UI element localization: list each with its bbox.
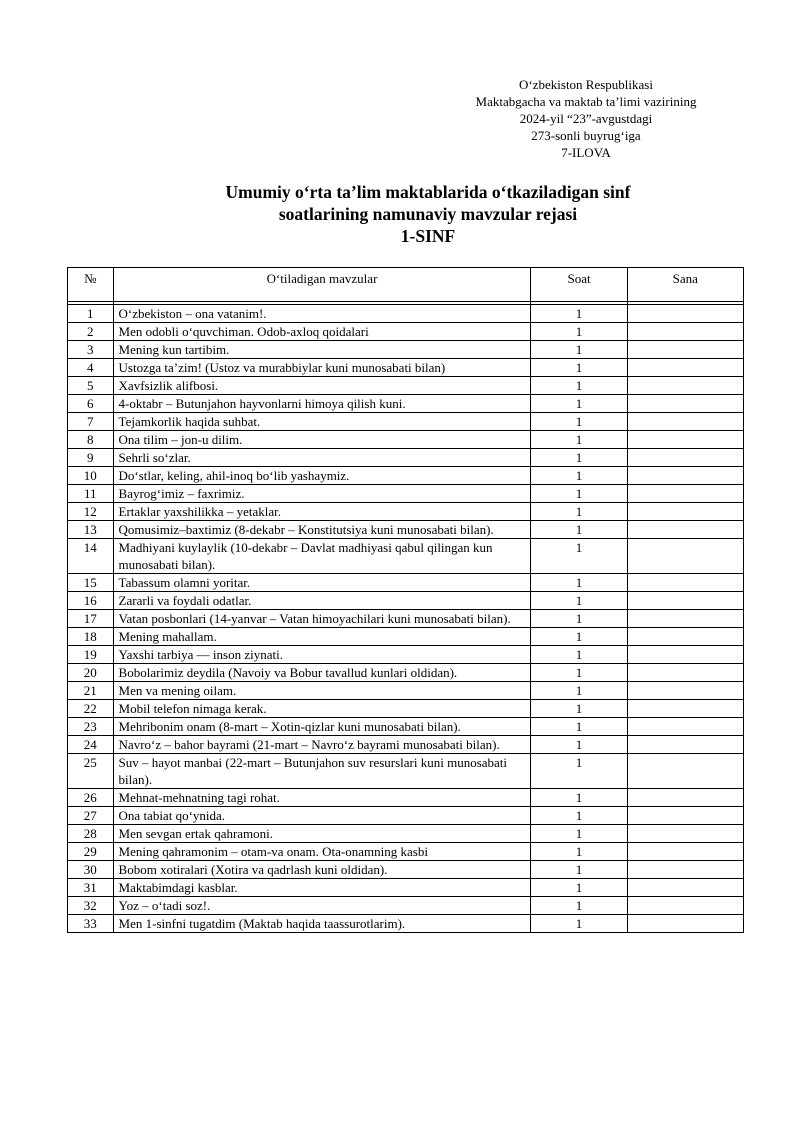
header-date: Sana bbox=[627, 268, 743, 302]
row-topic: Ona tabiat qo‘ynida. bbox=[113, 807, 531, 825]
row-number: 19 bbox=[68, 646, 114, 664]
row-number: 20 bbox=[68, 664, 114, 682]
row-date bbox=[627, 449, 743, 467]
table-row bbox=[68, 915, 744, 933]
row-topic: Xavfsizlik alifbosi. bbox=[113, 377, 531, 395]
row-date bbox=[627, 825, 743, 843]
row-hours: 1 bbox=[531, 646, 627, 664]
row-hours: 1 bbox=[531, 843, 627, 861]
table-row bbox=[68, 467, 744, 485]
row-date bbox=[627, 377, 743, 395]
row-hours: 1 bbox=[531, 521, 627, 539]
row-date bbox=[627, 359, 743, 377]
row-topic: Bobolarimiz deydila (Navoiy va Bobur tavallud kunlari oldidan). bbox=[113, 664, 531, 682]
table-row bbox=[68, 789, 744, 807]
row-topic: Men odobli o‘quvchiman. Odob-axloq qoidalari bbox=[113, 323, 531, 341]
row-date bbox=[627, 646, 743, 664]
row-hours: 1 bbox=[531, 413, 627, 431]
row-date bbox=[627, 503, 743, 521]
row-number: 23 bbox=[68, 718, 114, 736]
row-topic: Bobom xotiralari (Xotira va qadrlash kuni oldidan). bbox=[113, 861, 531, 879]
table-row bbox=[68, 754, 744, 789]
row-topic: Ustozga ta’zim! (Ustoz va murabbiylar kuni munosabati bilan) bbox=[113, 359, 531, 377]
row-number: 11 bbox=[68, 485, 114, 503]
row-date bbox=[627, 664, 743, 682]
row-topic: Bayrog‘imiz – faxrimiz. bbox=[113, 485, 531, 503]
table-row bbox=[68, 646, 744, 664]
table-row bbox=[68, 897, 744, 915]
row-number: 2 bbox=[68, 323, 114, 341]
table-header-row bbox=[68, 268, 744, 302]
table-row bbox=[68, 323, 744, 341]
approval-line: O‘zbekiston Respublikasi bbox=[519, 77, 653, 92]
row-date bbox=[627, 861, 743, 879]
row-hours: 1 bbox=[531, 359, 627, 377]
row-date bbox=[627, 341, 743, 359]
row-date bbox=[627, 413, 743, 431]
row-date bbox=[627, 897, 743, 915]
header-hours: Soat bbox=[531, 268, 627, 302]
row-topic: Do‘stlar, keling, ahil-inoq bo‘lib yashaymiz. bbox=[113, 467, 531, 485]
row-date bbox=[627, 736, 743, 754]
row-hours: 1 bbox=[531, 431, 627, 449]
row-number: 32 bbox=[68, 897, 114, 915]
row-topic: O‘zbekiston – ona vatanim!. bbox=[113, 305, 531, 323]
row-date bbox=[627, 323, 743, 341]
row-hours: 1 bbox=[531, 879, 627, 897]
row-hours: 1 bbox=[531, 664, 627, 682]
table-row bbox=[68, 395, 744, 413]
row-topic: Mobil telefon nimaga kerak. bbox=[113, 700, 531, 718]
table-row bbox=[68, 413, 744, 431]
table-row bbox=[68, 736, 744, 754]
row-hours: 1 bbox=[531, 825, 627, 843]
approval-line: 2024-yil “23”-avgustdagi bbox=[519, 111, 653, 126]
row-topic: Tejamkorlik haqida suhbat. bbox=[113, 413, 531, 431]
row-number: 28 bbox=[68, 825, 114, 843]
row-hours: 1 bbox=[531, 861, 627, 879]
row-topic: Yaxshi tarbiya — inson ziynati. bbox=[113, 646, 531, 664]
table-row bbox=[68, 825, 744, 843]
approval-line: 273-sonli buyrug‘iga bbox=[531, 128, 641, 143]
row-topic: 4-oktabr – Butunjahon hayvonlarni himoya qilish kuni. bbox=[113, 395, 531, 413]
approval-block bbox=[450, 76, 722, 161]
row-number: 9 bbox=[68, 449, 114, 467]
row-hours: 1 bbox=[531, 610, 627, 628]
row-hours: 1 bbox=[531, 341, 627, 359]
row-number: 33 bbox=[68, 915, 114, 933]
row-number: 24 bbox=[68, 736, 114, 754]
row-date bbox=[627, 467, 743, 485]
row-number: 10 bbox=[68, 467, 114, 485]
title-line: Umumiy o‘rta ta’lim maktablarida o‘tkaziladigan sinf bbox=[225, 182, 631, 202]
table-row bbox=[68, 718, 744, 736]
row-number: 22 bbox=[68, 700, 114, 718]
row-date bbox=[627, 843, 743, 861]
row-date bbox=[627, 574, 743, 592]
row-topic: Zararli va foydali odatlar. bbox=[113, 592, 531, 610]
row-topic: Madhiyani kuylaylik (10-dekabr – Davlat madhiyasi qabul qilingan kun munosabati bilan). bbox=[113, 539, 531, 574]
row-hours: 1 bbox=[531, 395, 627, 413]
table-row bbox=[68, 503, 744, 521]
row-date bbox=[627, 807, 743, 825]
table-row bbox=[68, 682, 744, 700]
row-hours: 1 bbox=[531, 592, 627, 610]
row-number: 1 bbox=[68, 305, 114, 323]
header-topic: O‘tiladigan mavzular bbox=[113, 268, 531, 302]
row-number: 26 bbox=[68, 789, 114, 807]
row-hours: 1 bbox=[531, 915, 627, 933]
row-topic: Men sevgan ertak qahramoni. bbox=[113, 825, 531, 843]
row-number: 30 bbox=[68, 861, 114, 879]
approval-line: 7-ILOVA bbox=[561, 145, 611, 160]
table-row bbox=[68, 628, 744, 646]
row-topic: Qomusimiz–baxtimiz (8-dekabr – Konstitutsiya kuni munosabati bilan). bbox=[113, 521, 531, 539]
row-hours: 1 bbox=[531, 467, 627, 485]
title-line: soatlarining namunaviy mavzular rejasi bbox=[278, 204, 578, 224]
table-row bbox=[68, 431, 744, 449]
row-hours: 1 bbox=[531, 718, 627, 736]
row-number: 13 bbox=[68, 521, 114, 539]
row-hours: 1 bbox=[531, 449, 627, 467]
table-row bbox=[68, 539, 744, 574]
row-hours: 1 bbox=[531, 305, 627, 323]
row-topic: Maktabimdagi kasblar. bbox=[113, 879, 531, 897]
row-date bbox=[627, 305, 743, 323]
row-hours: 1 bbox=[531, 539, 627, 574]
grade-label: 1-SINF bbox=[400, 226, 456, 246]
row-topic: Navro‘z – bahor bayrami (21-mart – Navro‘z bayrami munosabati bilan). bbox=[113, 736, 531, 754]
row-number: 16 bbox=[68, 592, 114, 610]
table-row bbox=[68, 843, 744, 861]
row-hours: 1 bbox=[531, 485, 627, 503]
row-date bbox=[627, 592, 743, 610]
row-date bbox=[627, 610, 743, 628]
row-topic: Mening kun tartibim. bbox=[113, 341, 531, 359]
row-number: 14 bbox=[68, 539, 114, 574]
table-row bbox=[68, 610, 744, 628]
table-row bbox=[68, 521, 744, 539]
row-hours: 1 bbox=[531, 377, 627, 395]
row-number: 5 bbox=[68, 377, 114, 395]
row-topic: Tabassum olamni yoritar. bbox=[113, 574, 531, 592]
row-hours: 1 bbox=[531, 323, 627, 341]
table-row bbox=[68, 700, 744, 718]
row-date bbox=[627, 395, 743, 413]
row-number: 7 bbox=[68, 413, 114, 431]
table-row bbox=[68, 377, 744, 395]
row-number: 17 bbox=[68, 610, 114, 628]
row-hours: 1 bbox=[531, 503, 627, 521]
row-topic: Mening qahramonim – otam-va onam. Ota-onamning kasbi bbox=[113, 843, 531, 861]
table-row bbox=[68, 574, 744, 592]
row-date bbox=[627, 682, 743, 700]
table-row bbox=[68, 879, 744, 897]
table-row bbox=[68, 341, 744, 359]
table-row bbox=[68, 592, 744, 610]
row-hours: 1 bbox=[531, 807, 627, 825]
row-date bbox=[627, 521, 743, 539]
row-date bbox=[627, 879, 743, 897]
row-topic: Mening mahallam. bbox=[113, 628, 531, 646]
document-title bbox=[100, 181, 756, 247]
table-row bbox=[68, 807, 744, 825]
row-date bbox=[627, 915, 743, 933]
row-hours: 1 bbox=[531, 574, 627, 592]
table-row bbox=[68, 861, 744, 879]
row-number: 12 bbox=[68, 503, 114, 521]
row-date bbox=[627, 789, 743, 807]
row-topic: Yoz – o‘tadi soz!. bbox=[113, 897, 531, 915]
table-row bbox=[68, 449, 744, 467]
table-row bbox=[68, 305, 744, 323]
row-number: 27 bbox=[68, 807, 114, 825]
table-row bbox=[68, 664, 744, 682]
row-number: 29 bbox=[68, 843, 114, 861]
row-hours: 1 bbox=[531, 628, 627, 646]
row-date bbox=[627, 431, 743, 449]
row-number: 15 bbox=[68, 574, 114, 592]
row-date bbox=[627, 718, 743, 736]
row-hours: 1 bbox=[531, 897, 627, 915]
table-row bbox=[68, 485, 744, 503]
row-topic: Mehribonim onam (8-mart – Xotin-qizlar kuni munosabati bilan). bbox=[113, 718, 531, 736]
row-date bbox=[627, 754, 743, 789]
row-topic: Mehnat-mehnatning tagi rohat. bbox=[113, 789, 531, 807]
row-topic: Vatan posbonlari (14-yanvar – Vatan himoyachilari kuni munosabati bilan). bbox=[113, 610, 531, 628]
row-date bbox=[627, 485, 743, 503]
table-row bbox=[68, 359, 744, 377]
row-hours: 1 bbox=[531, 736, 627, 754]
row-number: 3 bbox=[68, 341, 114, 359]
row-topic: Sehrli so‘zlar. bbox=[113, 449, 531, 467]
topics-table bbox=[67, 267, 744, 933]
row-topic: Men 1-sinfni tugatdim (Maktab haqida taassurotlarim). bbox=[113, 915, 531, 933]
row-date bbox=[627, 700, 743, 718]
row-number: 4 bbox=[68, 359, 114, 377]
row-number: 6 bbox=[68, 395, 114, 413]
row-number: 31 bbox=[68, 879, 114, 897]
row-topic: Suv – hayot manbai (22-mart – Butunjahon suv resurslari kuni munosabati bilan). bbox=[113, 754, 531, 789]
header-number: № bbox=[68, 268, 114, 302]
row-hours: 1 bbox=[531, 682, 627, 700]
row-number: 25 bbox=[68, 754, 114, 789]
row-topic: Men va mening oilam. bbox=[113, 682, 531, 700]
row-hours: 1 bbox=[531, 789, 627, 807]
row-number: 8 bbox=[68, 431, 114, 449]
row-hours: 1 bbox=[531, 754, 627, 789]
row-date bbox=[627, 539, 743, 574]
row-topic: Ertaklar yaxshilikka – yetaklar. bbox=[113, 503, 531, 521]
row-number: 21 bbox=[68, 682, 114, 700]
row-number: 18 bbox=[68, 628, 114, 646]
row-hours: 1 bbox=[531, 700, 627, 718]
approval-line: Maktabgacha va maktab ta’limi vazirining bbox=[475, 94, 697, 109]
row-date bbox=[627, 628, 743, 646]
row-topic: Ona tilim – jon-u dilim. bbox=[113, 431, 531, 449]
